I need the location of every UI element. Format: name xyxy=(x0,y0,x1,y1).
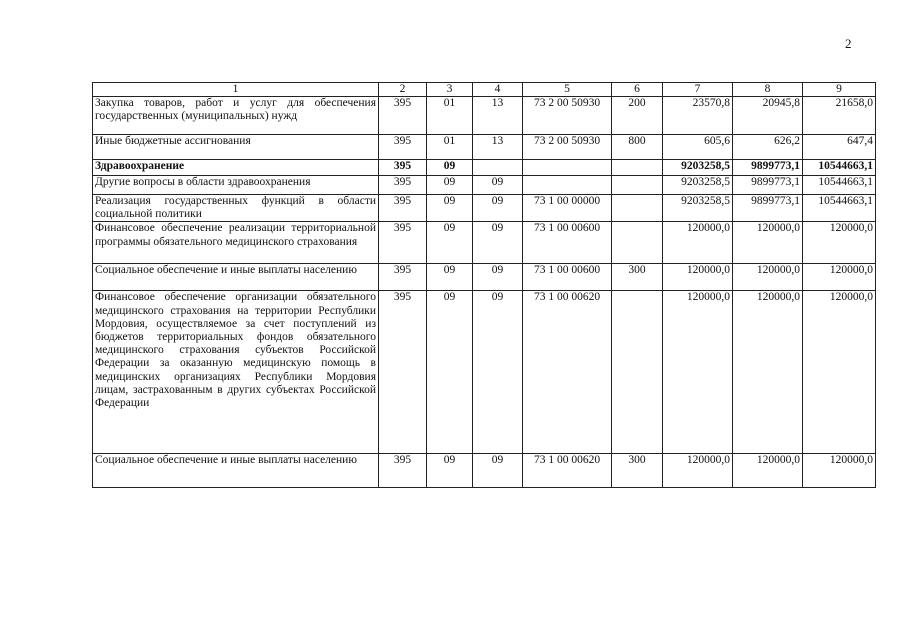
row-name: Здравоохранение xyxy=(93,160,379,176)
amount-year-2: 120000,0 xyxy=(733,264,803,291)
amount-year-1: 120000,0 xyxy=(663,222,733,264)
row-name: Социальное обеспечение и иные выплаты населению xyxy=(93,454,379,488)
admin-code: 395 xyxy=(379,291,427,454)
subsection-code: 09 xyxy=(473,264,523,291)
expense-type: 300 xyxy=(612,454,663,488)
subsection-code: 09 xyxy=(473,291,523,454)
amount-year-3: 120000,0 xyxy=(803,291,876,454)
amount-year-1: 605,6 xyxy=(663,135,733,160)
section-code: 09 xyxy=(427,176,473,195)
row-name: Иные бюджетные ассигнования xyxy=(93,135,379,160)
subsection-code: 09 xyxy=(473,454,523,488)
amount-year-2: 9899773,1 xyxy=(733,195,803,222)
amount-year-2: 120000,0 xyxy=(733,291,803,454)
table-row xyxy=(93,454,876,488)
amount-year-3: 120000,0 xyxy=(803,222,876,264)
header-cell: 9 xyxy=(803,83,876,97)
amount-year-3: 10544663,1 xyxy=(803,160,876,176)
subsection-code: 13 xyxy=(473,97,523,135)
amount-year-1: 120000,0 xyxy=(663,264,733,291)
header-cell: 8 xyxy=(733,83,803,97)
section-code: 01 xyxy=(427,135,473,160)
table-row xyxy=(93,264,876,291)
amount-year-1: 120000,0 xyxy=(663,291,733,454)
target-article: 73 1 00 00000 xyxy=(523,195,612,222)
amount-year-2: 120000,0 xyxy=(733,222,803,264)
admin-code: 395 xyxy=(379,97,427,135)
amount-year-2: 9899773,1 xyxy=(733,160,803,176)
table-row xyxy=(93,160,876,176)
amount-year-3: 10544663,1 xyxy=(803,195,876,222)
target-article: 73 1 00 00600 xyxy=(523,264,612,291)
admin-code: 395 xyxy=(379,160,427,176)
section-code: 01 xyxy=(427,97,473,135)
table-row xyxy=(93,176,876,195)
amount-year-1: 9203258,5 xyxy=(663,176,733,195)
amount-year-2: 626,2 xyxy=(733,135,803,160)
target-article xyxy=(523,176,612,195)
header-cell: 4 xyxy=(473,83,523,97)
amount-year-1: 120000,0 xyxy=(663,454,733,488)
section-code: 09 xyxy=(427,454,473,488)
amount-year-2: 120000,0 xyxy=(733,454,803,488)
header-cell: 2 xyxy=(379,83,427,97)
target-article: 73 2 00 50930 xyxy=(523,135,612,160)
section-code: 09 xyxy=(427,222,473,264)
expense-type xyxy=(612,176,663,195)
expense-type: 800 xyxy=(612,135,663,160)
header-cell: 5 xyxy=(523,83,612,97)
expense-type: 200 xyxy=(612,97,663,135)
expense-type: 300 xyxy=(612,264,663,291)
budget-table xyxy=(92,82,876,488)
header-cell: 6 xyxy=(612,83,663,97)
subsection-code: 13 xyxy=(473,135,523,160)
subsection-code xyxy=(473,160,523,176)
expense-type xyxy=(612,160,663,176)
amount-year-3: 10544663,1 xyxy=(803,176,876,195)
subsection-code: 09 xyxy=(473,176,523,195)
row-name: Финансовое обеспечение реализации территориальной программы обязательного медицинского страхования xyxy=(93,222,379,264)
target-article: 73 1 00 00620 xyxy=(523,454,612,488)
amount-year-3: 120000,0 xyxy=(803,454,876,488)
header-cell: 1 xyxy=(93,83,379,97)
target-article: 73 1 00 00600 xyxy=(523,222,612,264)
subsection-code: 09 xyxy=(473,222,523,264)
section-code: 09 xyxy=(427,160,473,176)
expense-type xyxy=(612,222,663,264)
header-row xyxy=(93,83,876,97)
admin-code: 395 xyxy=(379,195,427,222)
table-row xyxy=(93,135,876,160)
amount-year-3: 647,4 xyxy=(803,135,876,160)
amount-year-2: 9899773,1 xyxy=(733,176,803,195)
amount-year-1: 9203258,5 xyxy=(663,160,733,176)
row-name: Финансовое обеспечение организации обязательного медицинского страхования на территории Республики Мордовия, осуществляемое за счет поступлений из бюджетов территориальных фондов обязательного медицинского страхования субъектов Российской Федерации за оказанную медицинскую помощь в медицинских организациях Республики Мордовия лицам, застрахованным в других субъектах Российской Федерации xyxy=(93,291,379,454)
row-name: Социальное обеспечение и иные выплаты населению xyxy=(93,264,379,291)
admin-code: 395 xyxy=(379,176,427,195)
amount-year-3: 120000,0 xyxy=(803,264,876,291)
subsection-code: 09 xyxy=(473,195,523,222)
admin-code: 395 xyxy=(379,454,427,488)
expense-type xyxy=(612,195,663,222)
page-number: 2 xyxy=(845,36,852,51)
amount-year-2: 20945,8 xyxy=(733,97,803,135)
admin-code: 395 xyxy=(379,222,427,264)
admin-code: 395 xyxy=(379,264,427,291)
header-cell: 3 xyxy=(427,83,473,97)
amount-year-1: 23570,8 xyxy=(663,97,733,135)
table-row xyxy=(93,97,876,135)
row-name: Реализация государственных функций в области социальной политики xyxy=(93,195,379,222)
section-code: 09 xyxy=(427,291,473,454)
section-code: 09 xyxy=(427,264,473,291)
expense-type xyxy=(612,291,663,454)
table-row xyxy=(93,291,876,454)
amount-year-3: 21658,0 xyxy=(803,97,876,135)
section-code: 09 xyxy=(427,195,473,222)
target-article xyxy=(523,160,612,176)
admin-code: 395 xyxy=(379,135,427,160)
target-article: 73 1 00 00620 xyxy=(523,291,612,454)
amount-year-1: 9203258,5 xyxy=(663,195,733,222)
row-name: Другие вопросы в области здравоохранения xyxy=(93,176,379,195)
table-row xyxy=(93,222,876,264)
header-cell: 7 xyxy=(663,83,733,97)
row-name: Закупка товаров, работ и услуг для обеспечения государственных (муниципальных) нужд xyxy=(93,97,379,135)
table-row xyxy=(93,195,876,222)
target-article: 73 2 00 50930 xyxy=(523,97,612,135)
